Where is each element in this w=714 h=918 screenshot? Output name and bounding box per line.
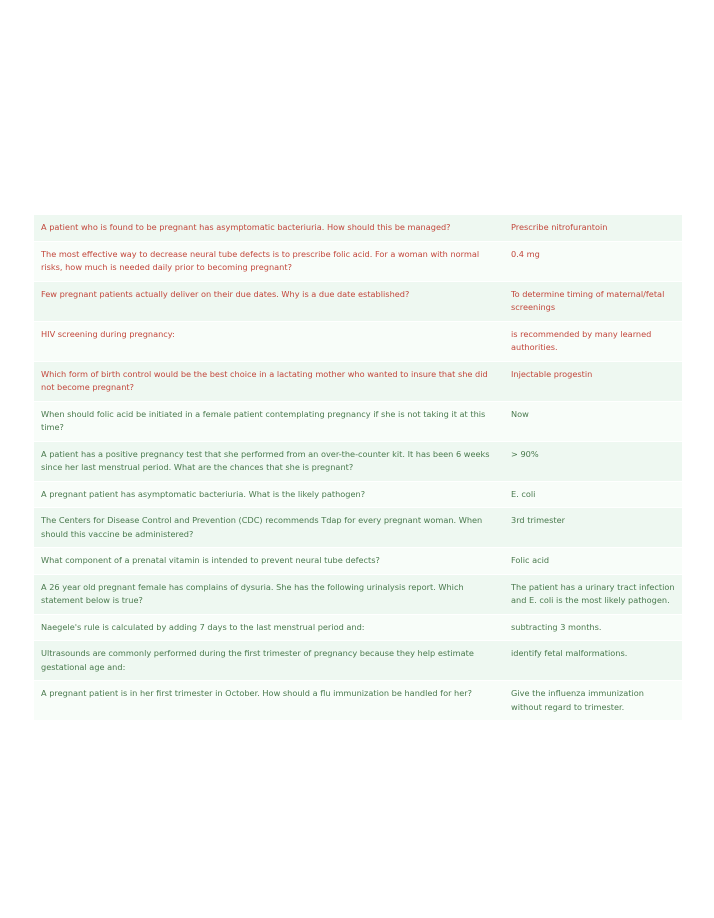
question-cell: HIV screening during pregnancy:: [34, 322, 504, 362]
question-cell: A 26 year old pregnant female has complains of dysuria. She has the following urinalysis report. Which statement below is true?: [34, 575, 504, 615]
answer-cell: 0.4 mg: [504, 242, 682, 282]
table-row: [34, 402, 682, 442]
table-row: [34, 215, 682, 242]
question-cell: Ultrasounds are commonly performed during the first trimester of pregnancy because they help estimate gestational age and:: [34, 641, 504, 681]
answer-cell: identify fetal malformations.: [504, 641, 682, 681]
answer-cell: is recommended by many learned authorities.: [504, 322, 682, 362]
table-row: [34, 575, 682, 615]
answer-cell: Prescribe nitrofurantoin: [504, 215, 682, 242]
answer-cell: Folic acid: [504, 548, 682, 575]
table-row: [34, 681, 682, 721]
question-cell: A patient has a positive pregnancy test that she performed from an over-the-counter kit. It has been 6 weeks since her last menstrual period. What are the chances that she is pregnant?: [34, 442, 504, 482]
question-cell: The most effective way to decrease neural tube defects is to prescribe folic acid. For a woman with normal risks, how much is needed daily prior to becoming pregnant?: [34, 242, 504, 282]
answer-cell: Give the influenza immunization without regard to trimester.: [504, 681, 682, 721]
question-cell: What component of a prenatal vitamin is intended to prevent neural tube defects?: [34, 548, 504, 575]
qa-table: [34, 215, 682, 721]
answer-cell: Now: [504, 402, 682, 442]
question-cell: Few pregnant patients actually deliver on their due dates. Why is a due date established?: [34, 282, 504, 322]
question-cell: A patient who is found to be pregnant has asymptomatic bacteriuria. How should this be managed?: [34, 215, 504, 242]
question-cell: A pregnant patient is in her first trimester in October. How should a flu immunization be handled for her?: [34, 681, 504, 721]
question-cell: When should folic acid be initiated in a female patient contemplating pregnancy if she is not taking it at this time?: [34, 402, 504, 442]
table-row: [34, 508, 682, 548]
question-cell: Naegele's rule is calculated by adding 7 days to the last menstrual period and:: [34, 615, 504, 642]
question-cell: The Centers for Disease Control and Prevention (CDC) recommends Tdap for every pregnant woman. When should this vaccine be administered?: [34, 508, 504, 548]
table-row: [34, 242, 682, 282]
question-cell: A pregnant patient has asymptomatic bacteriuria. What is the likely pathogen?: [34, 482, 504, 509]
answer-cell: The patient has a urinary tract infection and E. coli is the most likely pathogen.: [504, 575, 682, 615]
table-row: [34, 548, 682, 575]
answer-cell: E. coli: [504, 482, 682, 509]
table-row: [34, 282, 682, 322]
answer-cell: 3rd trimester: [504, 508, 682, 548]
answer-cell: > 90%: [504, 442, 682, 482]
table-row: [34, 362, 682, 402]
table-row: [34, 641, 682, 681]
table-row: [34, 442, 682, 482]
question-cell: Which form of birth control would be the best choice in a lactating mother who wanted to insure that she did not become pregnant?: [34, 362, 504, 402]
table-row: [34, 322, 682, 362]
answer-cell: Injectable progestin: [504, 362, 682, 402]
qa-table-body: [34, 215, 682, 721]
table-row: [34, 615, 682, 642]
table-row: [34, 482, 682, 509]
answer-cell: subtracting 3 months.: [504, 615, 682, 642]
answer-cell: To determine timing of maternal/fetal screenings: [504, 282, 682, 322]
